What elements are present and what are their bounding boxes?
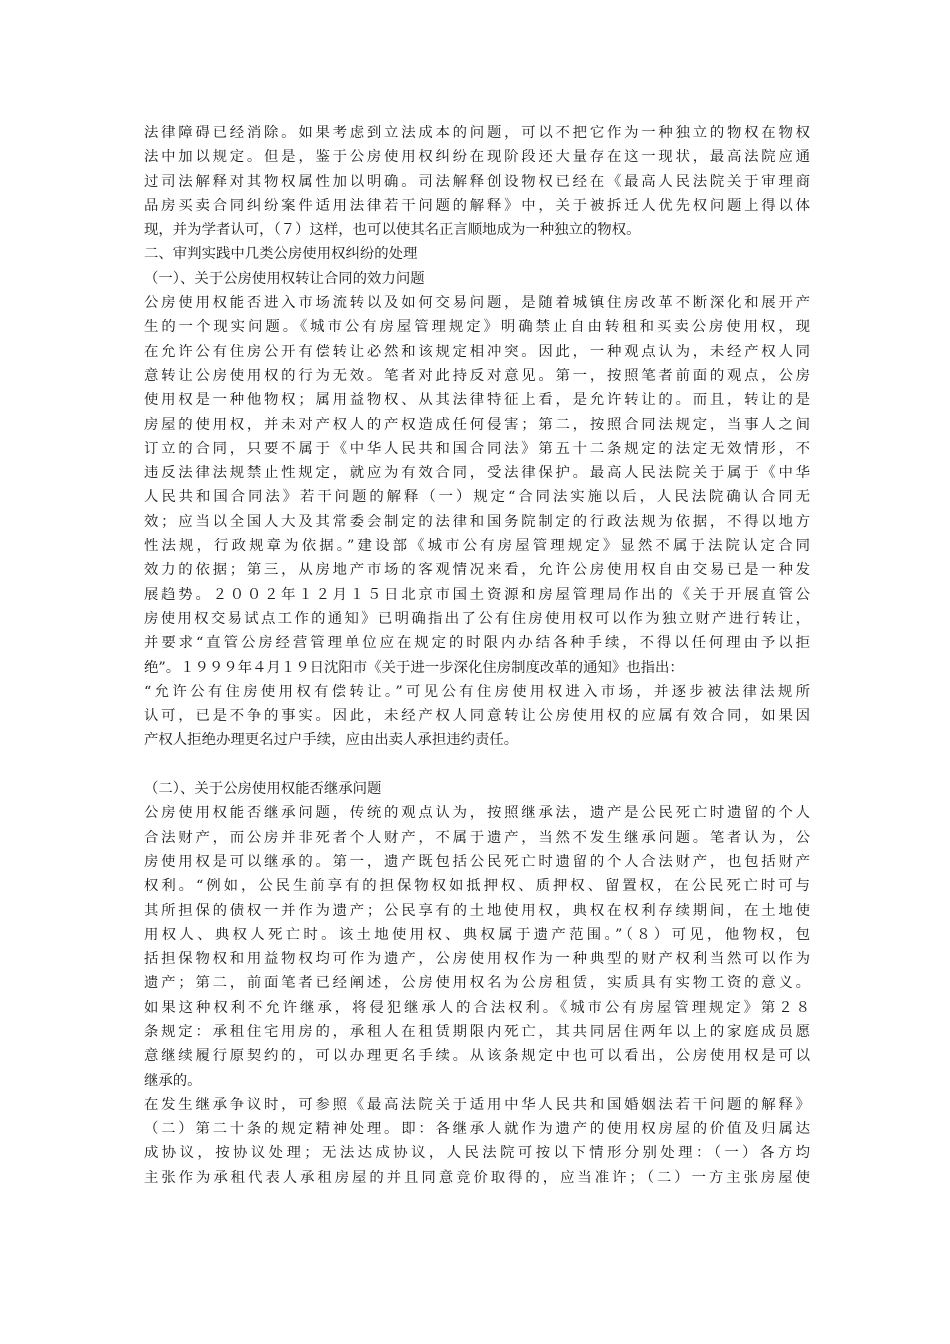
document-body [144, 121, 810, 1190]
text-line: 现，并为学者认可，（７）这样，也可以使其名正言顺地成为一种独立的物权。 [144, 222, 641, 239]
text-line: 成协议，按协议处理；无法达成协议，人民法院可按以下情形分别处理：（一）各方均 [144, 1145, 810, 1162]
text-line: 房屋的使用权，并未对产权人的产权造成任何侵害；第二，按照合同法规定，当事人之间 [144, 416, 810, 433]
text-line: 权利。“例如，公民生前享有的担保物权如抵押权、质押权、留置权，在公民死亡时可与 [144, 878, 810, 895]
text-line: 品房买卖合同纠纷案件适用法律若干问题的解释》中，关于被拆迁人优先权问题上得以体 [144, 197, 810, 214]
text-line: 产权人拒绝办理更名过户手续，应由出卖人承担违约责任。 [144, 732, 519, 749]
text-line: 二、审判实践中几类公房使用权纠纷的处理 [144, 246, 418, 263]
text-line: 性法规，行政规章为依据。”建设部《城市公有房屋管理规定》显然不属于法院认定合同 [144, 538, 810, 555]
text-line: 房使用权是可以继承的。第一，遗产既包括公民死亡时遗留的个人合法财产，也包括财产 [144, 853, 810, 870]
text-line: 条规定：承租住宅用房的，承租人在租赁期限内死亡，其共同居住两年以上的家庭成员愿 [144, 1023, 810, 1040]
text-line: （一）、关于公房使用权转让合同的效力问题 [144, 270, 425, 287]
text-line: “允许公有住房使用权有偿转让。”可见公有住房使用权进入市场，并逐步被法律法规所 [144, 683, 810, 700]
text-line: 用权人、典权人死亡时。该土地使用权、典权属于遗产范围。”（８）可见，他物权，包 [144, 926, 810, 943]
text-line: （二）第二十条的规定精神处理。即：各继承人就作为遗产的使用权房屋的价值及归属达 [144, 1121, 810, 1138]
text-line: 展趋势。２００２年１２月１５日北京市国土资源和房屋管理局作出的《关于开展直管公 [144, 586, 810, 603]
text-line: 绝”。１９９９年４月１９日沈阳市《关于进一步深化住房制度改革的通知》也指出： [144, 659, 684, 676]
text-line: （二）、关于公房使用权能否继承问题 [144, 781, 382, 798]
blank-line [144, 753, 810, 777]
text-line: 公房使用权能否进入市场流转以及如何交易问题，是随着城镇住房改革不断深化和展开产 [144, 295, 810, 312]
text-line: 效力的依据；第三，从房地产市场的客观情况来看，允许公房使用权自由交易已是一种发 [144, 562, 810, 579]
text-line: 生的一个现实问题。《城市公有房屋管理规定》明确禁止自由转租和买卖公房使用权，现 [144, 319, 810, 336]
text-line: 订立的合同，只要不属于《中华人民共和国合同法》第五十二条规定的法定无效情形，不 [144, 440, 810, 457]
text-line: 主张作为承租代表人承租房屋的并且同意竞价取得的，应当准许；（二）一方主张房屋使 [144, 1169, 810, 1186]
text-line: 违反法律法规禁止性规定，就应为有效合同，受法律保护。最高人民法院关于属于《中华 [144, 465, 810, 482]
text-line: 如果这种权利不允许继承，将侵犯继承人的合法权利。《城市公有房屋管理规定》第２８ [144, 999, 810, 1016]
text-line: 括担保物权和用益物权均可作为遗产，公房使用权作为一种典型的财产权利当然可以作为 [144, 951, 810, 968]
text-line: 遗产；第二，前面笔者已经阐述，公房使用权名为公房租赁，实质具有实物工资的意义。 [144, 975, 810, 992]
text-line: 继承的。 [144, 1072, 202, 1089]
text-line: 法中加以规定。但是，鉴于公房使用权纠纷在现阶段还大量存在这一现状，最高法院应通 [144, 149, 810, 166]
text-line: 其所担保的债权一并作为遗产；公民享有的土地使用权，典权在权利存续期间，在土地使 [144, 902, 810, 919]
text-line: 公房使用权能否继承问题，传统的观点认为，按照继承法，遗产是公民死亡时遗留的个人 [144, 805, 810, 822]
text-line: 认可，已是不争的事实。因此，未经产权人同意转让公房使用权的应属有效合同，如果因 [144, 708, 810, 725]
text-line: 并要求“直管公房经营管理单位应在规定的时限内办结各种手续，不得以任何理由予以拒 [144, 635, 810, 652]
text-line: 人民共和国合同法》若干问题的解释（一）规定“合同法实施以后，人民法院确认合同无 [144, 489, 810, 506]
text-line: 在发生继承争议时，可参照《最高法院关于适用中华人民共和国婚姻法若干问题的解释》 [144, 1096, 810, 1113]
text-line: 合法财产，而公房并非死者个人财产，不属于遗产，当然不发生继承问题。笔者认为，公 [144, 829, 810, 846]
text-line: 在允许公有住房公开有偿转让必然和该规定相冲突。因此，一种观点认为，未经产权人同 [144, 343, 810, 360]
text-line: 意转让公房使用权的行为无效。笔者对此持反对意见。第一，按照笔者前面的观点，公房 [144, 367, 810, 384]
text-line: 过司法解释对其物权属性加以明确。司法解释创设物权已经在《最高人民法院关于审理商 [144, 173, 810, 190]
text-line: 法律障碍已经消除。如果考虑到立法成本的问题，可以不把它作为一种独立的物权在物权 [144, 125, 810, 141]
text-line: 房使用权交易试点工作的通知》已明确指出了公有住房使用权可以作为独立财产进行转让， [144, 610, 810, 627]
text-line: 意继续履行原契约的，可以办理更名手续。从该条规定中也可以看出，公房使用权是可以 [144, 1048, 810, 1065]
text-line: 使用权是一种他物权；属用益物权、从其法律特征上看，是允许转让的。而且，转让的是 [144, 392, 810, 409]
text-line: 效；应当以全国人大及其常委会制定的法律和国务院制定的行政法规为依据，不得以地方 [144, 513, 810, 530]
